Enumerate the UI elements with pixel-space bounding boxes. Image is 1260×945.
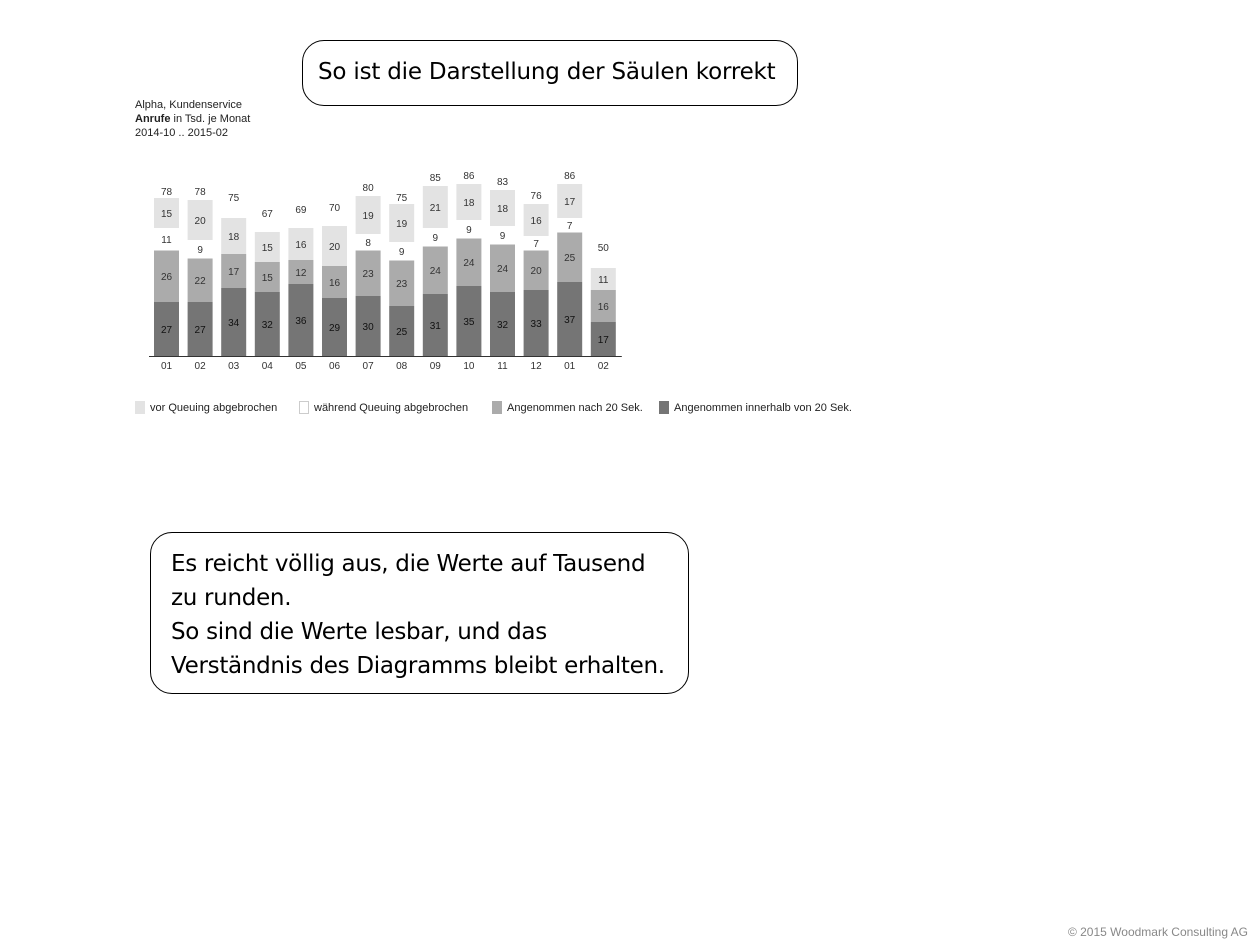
legend-item — [492, 401, 643, 414]
bar-value-label: 18 — [463, 198, 475, 209]
bar-value-label: 17 — [564, 197, 576, 208]
bar-value-label: 33 — [530, 319, 542, 330]
bar-value-label: 9 — [466, 225, 472, 236]
bar-value-label: 37 — [564, 315, 576, 326]
callout-rounding-line-4: Verständnis des Diagramms bleibt erhalten. — [171, 653, 665, 679]
x-tick-label: 03 — [228, 361, 240, 372]
bar-value-label: 20 — [328, 242, 341, 253]
legend-label: während Queuing abgebrochen — [314, 401, 469, 414]
legend-item — [299, 401, 468, 414]
copyright-footer: © 2015 Woodmark Consulting AG — [1067, 925, 1248, 939]
bar-value-label: 17 — [228, 267, 240, 278]
bar-value-label: 9 — [398, 247, 405, 258]
callout-rounding-line-2: zu runden. — [171, 585, 292, 611]
bar-value-label: 17 — [597, 335, 609, 346]
bar-value-label: 9 — [499, 231, 506, 242]
bar-value-label: 16 — [597, 302, 609, 313]
bar-value-label: 16 — [328, 278, 341, 289]
stacked-bar-chart — [0, 0, 1260, 430]
bar-total-label: 67 — [261, 209, 273, 220]
chart-header-measure-unit: in Tsd. je Monat — [170, 113, 251, 125]
legend-swatch — [299, 401, 309, 414]
bar-value-label: 23 — [362, 269, 374, 280]
callout-rounding-line-3: So sind die Werte lesbar, und das — [171, 619, 547, 645]
bar-value-label: 26 — [160, 272, 173, 283]
chart-header-measure-bold: Anrufe — [135, 113, 171, 125]
bar-value-label: 16 — [295, 240, 307, 251]
x-tick-label: 01 — [564, 361, 576, 372]
x-tick-label: 05 — [295, 361, 307, 372]
bar-value-label: 19 — [396, 219, 408, 230]
chart-legend — [135, 401, 875, 417]
bar-value-label: 18 — [496, 204, 509, 215]
bar-value-label: 21 — [429, 203, 441, 214]
bar-total-label: 86 — [463, 171, 475, 182]
x-tick-label: 06 — [328, 361, 341, 372]
bar-total-label: 50 — [597, 243, 609, 254]
x-tick-label: 09 — [429, 361, 441, 372]
bar-total-label: 85 — [429, 173, 441, 184]
x-tick-label: 02 — [194, 361, 206, 372]
bar-value-label: 35 — [463, 317, 475, 328]
bar-value-label: 32 — [261, 320, 273, 331]
bar-value-label: 20 — [194, 216, 206, 227]
bar-value-label: 25 — [396, 327, 408, 338]
bar-total-label: 78 — [160, 187, 173, 198]
bar-value-label: 18 — [228, 232, 240, 243]
bar-total-label: 75 — [396, 193, 408, 204]
bar-value-label: 15 — [261, 273, 273, 284]
chart-header-company: Alpha, Kundenservice — [135, 99, 243, 111]
bar-value-label: 24 — [496, 264, 509, 275]
bar-value-label: 9 — [197, 245, 203, 256]
bar-value-label: 32 — [496, 320, 509, 331]
bar-value-label: 36 — [295, 316, 307, 327]
callout-correct-columns-text: So ist die Darstellung der Säulen korrekt — [318, 59, 776, 85]
bar-value-label: 19 — [362, 211, 374, 222]
x-tick-label: 12 — [530, 361, 542, 372]
legend-item — [135, 401, 277, 414]
bar-value-label: 30 — [362, 322, 374, 333]
bar-total-label: 76 — [530, 191, 542, 202]
bar-total-label: 70 — [328, 203, 341, 214]
legend-label: Angenommen nach 20 Sek. — [507, 401, 643, 414]
x-tick-label: 01 — [160, 361, 173, 372]
x-tick-label: 04 — [261, 361, 273, 372]
bar-value-label: 16 — [530, 216, 542, 227]
bar-value-label: 11 — [161, 235, 172, 246]
bar-value-label: 27 — [160, 325, 173, 336]
chart-header-period: 2014-10 .. 2015-02 — [135, 127, 228, 139]
bar-total-label: 80 — [362, 183, 374, 194]
bar-value-label: 34 — [228, 318, 240, 329]
bar-value-label: 29 — [328, 323, 341, 334]
bar-value-label: 24 — [463, 258, 475, 269]
bar-value-label: 25 — [564, 253, 576, 264]
bar-value-label: 7 — [533, 239, 539, 250]
bar-value-label: 12 — [295, 268, 307, 279]
bar-total-label: 86 — [564, 171, 576, 182]
bar-total-label: 69 — [295, 205, 307, 216]
callout-rounding-line-1: Es reicht völlig aus, die Werte auf Tausend — [171, 551, 646, 577]
legend-swatch — [492, 401, 502, 414]
legend-label: vor Queuing abgebrochen — [150, 401, 278, 414]
bar-value-label: 7 — [566, 221, 573, 232]
legend-item — [659, 401, 852, 414]
x-tick-label: 11 — [497, 361, 508, 372]
legend-label: Angenommen innerhalb von 20 Sek. — [674, 401, 852, 414]
bar-value-label: 27 — [194, 325, 206, 336]
bar-value-label: 9 — [432, 233, 439, 244]
bar-value-label: 15 — [160, 209, 173, 220]
legend-swatch — [659, 401, 669, 414]
x-tick-label: 02 — [597, 361, 609, 372]
bar-value-label: 22 — [194, 276, 206, 287]
bar-value-label: 31 — [429, 321, 441, 332]
bar-value-label: 8 — [365, 238, 371, 249]
bar-value-label: 15 — [261, 243, 273, 254]
legend-swatch — [135, 401, 145, 414]
x-tick-label: 08 — [396, 361, 408, 372]
bar-total-label: 75 — [228, 193, 240, 204]
bar-value-label: 23 — [396, 279, 408, 290]
bar-value-label: 20 — [530, 266, 542, 277]
x-tick-label: 10 — [463, 361, 475, 372]
bar-total-label: 78 — [194, 187, 206, 198]
bar-value-label: 11 — [598, 275, 609, 286]
bar-value-label: 24 — [429, 266, 441, 277]
bar-total-label: 83 — [496, 177, 509, 188]
callout-rounding-note — [150, 532, 689, 694]
x-tick-label: 07 — [362, 361, 374, 372]
